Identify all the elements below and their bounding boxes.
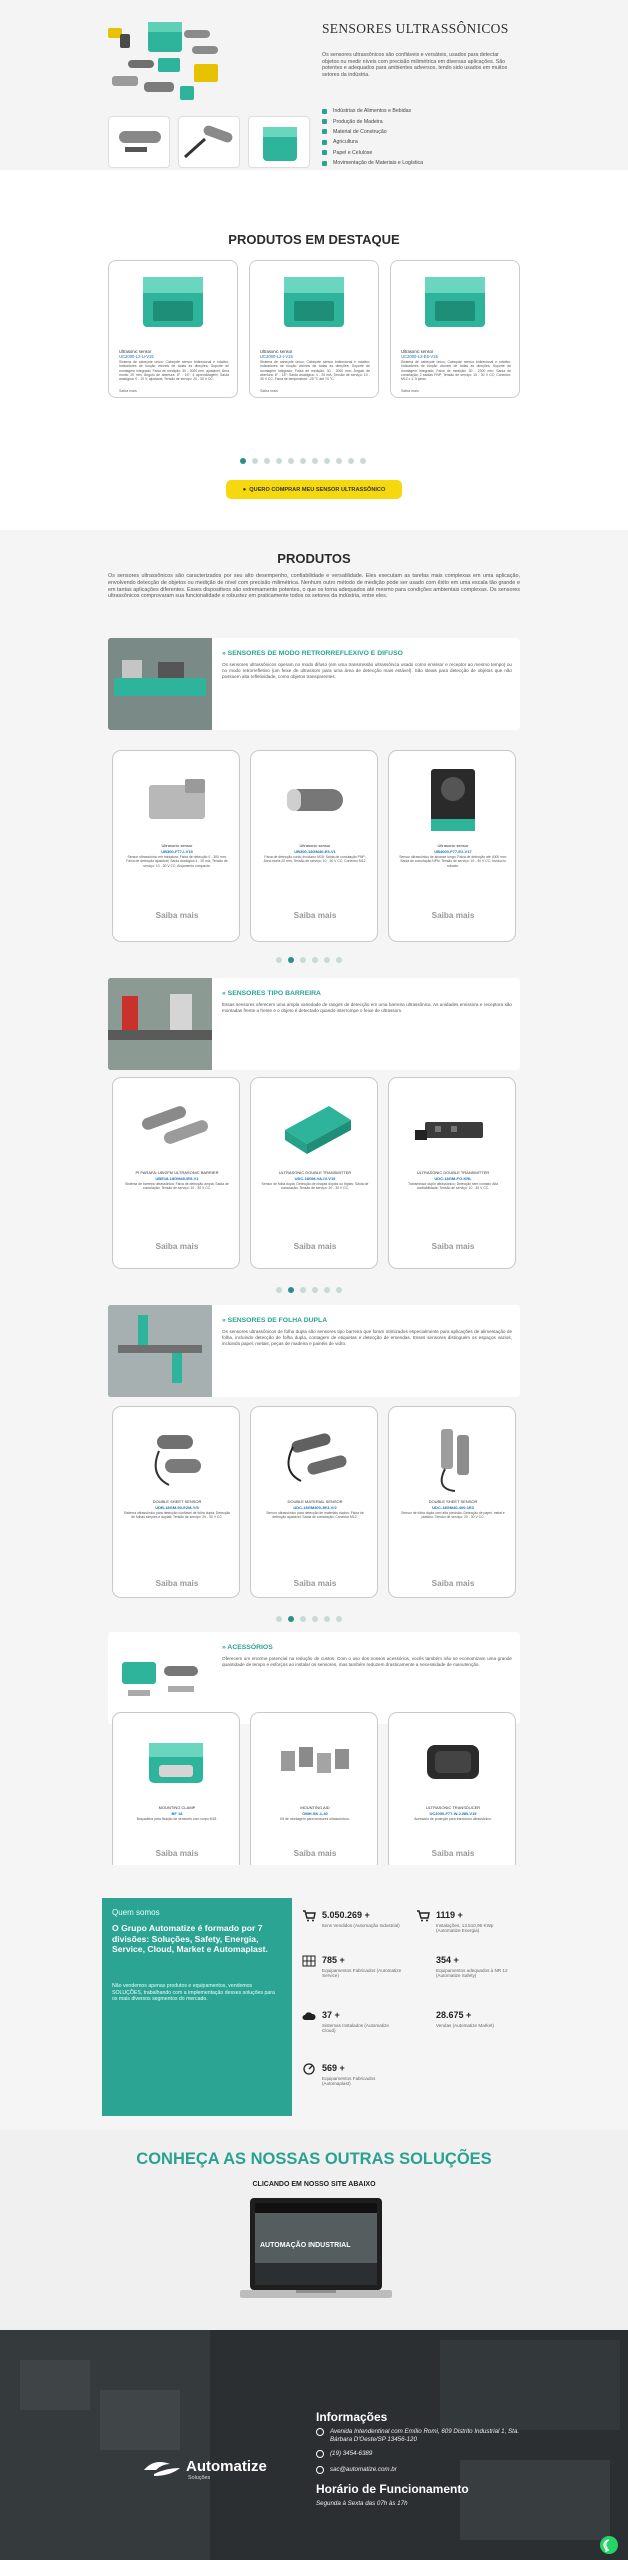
product-image xyxy=(267,1415,363,1497)
about-text: Não vendemos apenas produtos e equipamentos, vendemos SOLUÇÕES, trabalhando com a implementação desses soluções para os mais diversos segmentos do mercado. xyxy=(112,1983,275,2003)
saiba-mais-link[interactable]: Saiba mais xyxy=(293,1242,337,1251)
product-code-link[interactable]: UDC-18GM400-3E3-V/2 xyxy=(293,1505,337,1510)
category-title: » SENSORES DE MODO RETRORREFLEXIVO E DIFUSO xyxy=(222,650,403,657)
product-image xyxy=(405,1086,501,1168)
about-heading: O Grupo Automatize é formado por 7 divisões: Soluções, Safety, Energia, Service, Cloud, Market e Automaplast. xyxy=(112,1923,268,1955)
product-card[interactable]: DOUBLE SHEET SENSOR UDC-18GM40-400-1E3 Sensor de folha dupla com alta precisão; Detecção de papel, metal e plástico; Tensão de serviço: 20 - 30 V CC. Saiba mais xyxy=(388,1406,516,1598)
carousel-dots[interactable] xyxy=(276,1616,342,1622)
check-icon xyxy=(322,161,327,166)
check-icon xyxy=(322,109,327,114)
category-title: » SENSORES TIPO BARREIRA xyxy=(222,990,321,997)
product-image xyxy=(129,1086,225,1168)
phone-line[interactable]: (19) 3454-6389 xyxy=(316,2450,372,2458)
product-image xyxy=(409,271,501,333)
laptop-icon xyxy=(240,2196,392,2304)
gauge-icon xyxy=(302,2063,316,2075)
cart-icon xyxy=(416,1910,430,1922)
cloud-icon xyxy=(302,2010,316,2022)
product-card[interactable]: MOUNTING CLAMP BF 18 Braçadeira para fixação de sensores com corpo M18. Saiba mais xyxy=(112,1712,240,1872)
saiba-mais-link[interactable]: Saiba mais xyxy=(431,1579,475,1588)
whatsapp-button[interactable] xyxy=(600,2536,618,2554)
screen-text: AUTOMAÇÃO INDUSTRIAL xyxy=(260,2242,351,2249)
check-icon xyxy=(322,140,327,145)
product-image xyxy=(267,759,363,841)
product-code-link[interactable]: UC2000-F77-W-2-BB-V15 xyxy=(429,1811,477,1816)
product-card[interactable]: Ultrasonic sensor UC2000-L2-U-V15 Sistema de cabeçote único; Cabeçote sensor bidirecional e rotativo; Indicadores de função visíveis de todas as direções; Suporte de montagem integrado; Faixa de medição: 30 - 2000 mm, ajustável; Área morta: 20 mm; Ângulo de abertura: 8° - 15°; 4 aprendizagem; Saída analógica: 0 - 10 V, ajustável; Tensão de serviço: 20 - 30 V CC. Saiba mais xyxy=(108,260,238,398)
category-band: » SENSORES TIPO BARREIRA Essas sensores oferecem uma ampla variedade de ranges de detecção em uma barreira ultrassônica. As unidades emissora e receptora são montadas frente a frente e o objeto é detectado quando interrompe o feixe de ultrassom. xyxy=(108,978,520,1070)
saiba-mais-link[interactable]: Saiba mais xyxy=(155,1849,199,1858)
product-card[interactable]: Ultrasonic sensor UC2000-L2-E6-V15 Sistema de cabeçote único; Cabeçote sensor bidirecional e rotativo; Indicadores de função visíveis de todas as direções; Suporte de montagem integrado; Faixa de medição: 30 - 2000 mm; Saída de comutação: 2 saídas PNP; Tensão de serviço: 10 - 30 V CC; Conector: M12 x 1, 5 pinos. Saiba mais xyxy=(390,260,520,398)
list-item: Papel e Celulose xyxy=(322,148,522,158)
product-image xyxy=(267,1721,363,1803)
address-line: Avenida Intendentinal com Emílio Romi, 609 Distrito Industrial 1, Sta. Bárbara D'Oeste/SP 13456-120 xyxy=(316,2428,536,2443)
category-title: » SENSORES DE FOLHA DUPLA xyxy=(222,1317,328,1324)
product-image xyxy=(127,271,219,333)
saiba-mais-link[interactable]: Saiba mais xyxy=(293,1849,337,1858)
product-image xyxy=(129,1415,225,1497)
category-photo xyxy=(108,638,212,730)
product-card[interactable]: Ultrasonic sensor UB300-18GM40-E5-V1 Faixa de detecção curta; Invólucro M18; Saída de comutação PNP; Área morta 20 mm; Tensão de serviço: 10 - 30 V CC; Conector M12. Saiba mais xyxy=(250,750,378,942)
product-card[interactable]: Ultrasonic sensor UB300-F77-I-V15 Sensor ultrassônico em miniatura; Faixa de detecção 0 - 300 mm; Faixa de detecção ajustável; Saída analógica 4 - 20 mA; Tensão de serviço: 10 - 30 V CC; Alojamento compacto. Saiba mais xyxy=(112,750,240,942)
saiba-mais-link[interactable]: Saiba mais xyxy=(293,911,337,920)
phone-icon xyxy=(316,2450,324,2458)
hero-product-card[interactable] xyxy=(248,116,310,168)
product-code-link[interactable]: UB4000-F77-E2-V17 xyxy=(434,849,472,854)
product-code-link[interactable]: UDB-18GM-50-E2M-Y/5 xyxy=(155,1505,199,1510)
saiba-mais-link[interactable]: Saiba mais xyxy=(155,1579,199,1588)
product-code-link[interactable]: UC2000-L2-U-V15 xyxy=(119,354,154,359)
featured-title: PRODUTOS EM DESTAQUE xyxy=(228,232,400,247)
product-card[interactable]: PI PARAFA: UB/ZFM ULTRASONIC BARRIER UBE18-18GM40-IE5-V1 Sistema de barreira ultrassônica; Faixa de detecção ampla; Saída de comutação; Tensão de serviço: 10 - 30 V CC. Saiba mais xyxy=(112,1077,240,1269)
product-code-link[interactable]: UDC-18GM40-400-1E3 xyxy=(432,1505,474,1510)
about-label: Quem somos xyxy=(112,1908,160,1917)
product-image xyxy=(129,1721,225,1803)
category-band: » ACESSÓRIOS Oferecem um enorme potencial na redução de custos. Com o uso dos nossos acessórios, vocês também não se economizam uma grande quantidade de tempo e esforços ao instalar os sensores, mas também reduzem drasticamente a necessidade de manutenção. xyxy=(108,1632,520,1724)
footer-background xyxy=(0,2330,628,2560)
page-title: SENSORES ULTRASSÔNICOS xyxy=(322,21,509,36)
product-card[interactable]: Ultrasonic sensor UC2000-L2-I-V15 Sistema de cabeçote único; Cabeçote sensor bidirecional e rotativo; Indicadores de função visíveis de todas as direções; Suporte de montagem integrado; Faixa de medição: 30 - 2000 mm; Ângulo de abertura: 8° - 15°; Saída analógica: 4 - 20 mA; Tensão de serviço: 10 - 30 V CC; Faixa de temperatura: -25 °C até 70 °C. Saiba mais xyxy=(249,260,379,398)
automatize-logo[interactable] xyxy=(140,2452,300,2488)
carousel-dots[interactable] xyxy=(276,1287,342,1293)
list-item: Agricultura xyxy=(322,137,522,147)
product-card[interactable]: DOUBLE SHEET SENSOR UDB-18GM-50-E2M-Y/5 Sistema ultrassônico para detecção confiável de folha dupla; Detecção de folhas simples e duplas; Tensão de serviço: 20 - 30 V CC. Saiba mais xyxy=(112,1406,240,1598)
grid-icon xyxy=(302,1955,316,1967)
hero-products-image xyxy=(108,16,228,106)
whatsapp-icon xyxy=(600,2536,618,2554)
product-code-link[interactable]: BF 18 xyxy=(171,1811,183,1816)
logo-subtext: Soluções xyxy=(188,2475,211,2481)
mail-icon xyxy=(316,2466,324,2474)
carousel-dots[interactable] xyxy=(276,957,342,963)
product-code-link[interactable]: UDC-18GM-FO-KRL xyxy=(434,1176,472,1181)
category-photo xyxy=(108,1305,212,1397)
check-icon xyxy=(322,119,327,124)
website-laptop-link[interactable] xyxy=(240,2196,392,2304)
footer xyxy=(0,2330,628,2560)
carousel-dots[interactable] xyxy=(240,458,366,464)
product-card[interactable]: Ultrasonic sensor UB4000-F77-E2-V17 Sensor ultrassônico de alcance longo; Faixa de detecção até 4000 mm; Saída de comutação NPN; Tensão de serviço: 10 - 30 V CC; Invólucro robusto. Saiba mais xyxy=(388,750,516,942)
buy-sensor-button[interactable]: ● QUERO COMPRAR MEU SENSOR ULTRASSÔNICO xyxy=(226,480,402,499)
list-item: Movimentação de Materiais e Logística xyxy=(322,158,522,168)
category-band: » SENSORES DE FOLHA DUPLA Os sensores ultrassônicos de folha dupla são sensores tipo barreira que foram otimizados especialmente para aplicações de alimentação de folha, incluindo detecção de folha dupla, contagem de etiquetas e detecção de emendas. Esses sensores distinguem os espaços vazios, incluindo papel, metais, peças de madeira e painéis de vidro. xyxy=(108,1305,520,1397)
location-pin-icon xyxy=(316,2428,324,2436)
hero-description: Os sensores ultrassônicos são confiáveis e versáteis, usados para detectar objetos ou medir níveis com precisão milimétrica em diversas aplicações. São potentes e adequados para ambientes adversos, tendo sido usados em muitos setores da indústria. xyxy=(322,52,508,78)
about-section xyxy=(0,1865,628,2130)
products-intro: Os sensores ultrassônicos são caracterizados por seu alto desempenho, confiabilidade e versatilidade. Eles executam as tarefas mais complexas em uma aplicação, envolvendo detecção de objetos ou medição de nível com precisão milimétrica. Nenhum outro método de medição pode ser usado com êxito em uma escala tão grande e em tantas aplicações diferentes. Esses dispositivos são extremamente potentes, o que os torna adequados até mesmo para condições ambientais complexas. Os sensores ultrassônicos comprovaram sua funcionalidade e robustez em praticamente todos os setores da indústria, entre eles. xyxy=(108,573,520,600)
hours-title: Horário de Funcionamento xyxy=(316,2482,469,2496)
category-photo xyxy=(108,1632,212,1724)
product-code-link[interactable]: UB300-F77-I-V15 xyxy=(161,849,193,854)
product-code-link[interactable]: UBE18-18GM40-IE5-V1 xyxy=(155,1176,199,1181)
info-title: Informações xyxy=(316,2410,388,2424)
email-line[interactable]: sac@automatize.com.br xyxy=(316,2466,397,2474)
product-card[interactable]: ULTRASONIC TRANSDUCER UC2000-F77-W-2-BB-V15 Acessório de proteção para transdutor ultrassônico. Saiba mais xyxy=(388,1712,516,1872)
saiba-mais-link[interactable]: Saiba mais xyxy=(155,1242,199,1251)
product-code-link[interactable]: UB300-18GM40-E5-V1 xyxy=(294,849,336,854)
solutions-title: CONHEÇA AS NOSSAS OUTRAS SOLUÇÕES xyxy=(136,2150,492,2168)
hero-section xyxy=(0,0,628,170)
logo-icon xyxy=(140,2456,184,2480)
product-code-link[interactable]: OMH-SK-1-40 xyxy=(302,1811,328,1816)
solutions-subtitle: CLICANDO EM NOSSO SITE ABAIXO xyxy=(252,2181,376,2188)
product-code-link[interactable]: UC2000-L2-I-V15 xyxy=(260,354,293,359)
check-icon xyxy=(322,129,327,134)
products-title: PRODUTOS xyxy=(277,551,351,566)
product-image xyxy=(268,271,360,333)
product-card[interactable]: DOUBLE MATERIAL SENSOR UDC-18GM400-3E3-V/2 Sensor ultrassônico para detecção de materiais duplos; Faixa de detecção ajustável; Saída de comutação; Conector M12. Saiba mais xyxy=(250,1406,378,1598)
product-image xyxy=(267,1086,363,1168)
saiba-mais-link[interactable]: Saiba mais xyxy=(293,1579,337,1588)
saiba-mais-link[interactable]: Saiba mais xyxy=(401,389,419,393)
product-image xyxy=(405,759,501,841)
category-photo xyxy=(108,978,212,1070)
product-image xyxy=(405,1415,501,1497)
hours-line: Segunda à Sexta das 07h às 17h xyxy=(316,2500,408,2507)
industries-list xyxy=(322,106,522,179)
hero-product-card[interactable] xyxy=(108,116,170,168)
saiba-mais-link[interactable]: Saiba mais xyxy=(155,911,199,920)
product-code-link[interactable]: UDC-18GM-VA-IV-V15 xyxy=(294,1176,336,1181)
category-title: » ACESSÓRIOS xyxy=(222,1644,273,1651)
list-item: Produção de Madeira xyxy=(322,116,522,126)
category-band: » SENSORES DE MODO RETRORREFLEXIVO E DIFUSO Os sensores ultrassônicos operam no modo difuso (em uma transmissão ultrassônica usado como emissor e receptor ao mesmo tempo) ou no modo retrorrefletivo (um feixe de ultrassom para uma área de detecção mais estável). São ideais para detecção de objetos que não possuem alta refletividade, como objetos transparentes. xyxy=(108,638,520,730)
saiba-mais-link[interactable]: Saiba mais xyxy=(260,389,278,393)
cart-icon: ● xyxy=(242,486,247,493)
list-item: Material de Construção xyxy=(322,127,522,137)
hero-product-card[interactable] xyxy=(178,116,240,168)
saiba-mais-link[interactable]: Saiba mais xyxy=(431,911,475,920)
saiba-mais-link[interactable]: Saiba mais xyxy=(431,1849,475,1858)
check-icon xyxy=(322,150,327,155)
product-card[interactable]: ULTRASONIC DOUBLE TRANSMITTER UDC-18GM-VA-IV-V15 Sensor de folha dupla; Detecção de chapas duplas ou triplas; Saída de comutação; Tensão de serviço: 20 - 30 V CC. Saiba mais xyxy=(250,1077,378,1269)
product-card[interactable]: ULTRASONIC DOUBLE TRANSMITTER UDC-18GM-FO-KRL Transmissor duplo ultrassônico; Detecção sem contato; Alta confiabilidade; Tensão de serviço: 10 - 30 V CC. Saiba mais xyxy=(388,1077,516,1269)
saiba-mais-link[interactable]: Saiba mais xyxy=(119,389,137,393)
saiba-mais-link[interactable]: Saiba mais xyxy=(431,1242,475,1251)
product-card[interactable]: MOUNTING AID OMH-SK-1-40 Kit de montagem para sensores ultrassônicos. Saiba mais xyxy=(250,1712,378,1872)
product-image xyxy=(129,759,225,841)
list-item: Indústrias de Alimentos e Bebidas xyxy=(322,106,522,116)
product-image xyxy=(405,1721,501,1803)
cart-icon xyxy=(302,1910,316,1922)
logo-text: Automatize xyxy=(186,2458,267,2475)
product-code-link[interactable]: UC2000-L2-E6-V15 xyxy=(401,354,438,359)
